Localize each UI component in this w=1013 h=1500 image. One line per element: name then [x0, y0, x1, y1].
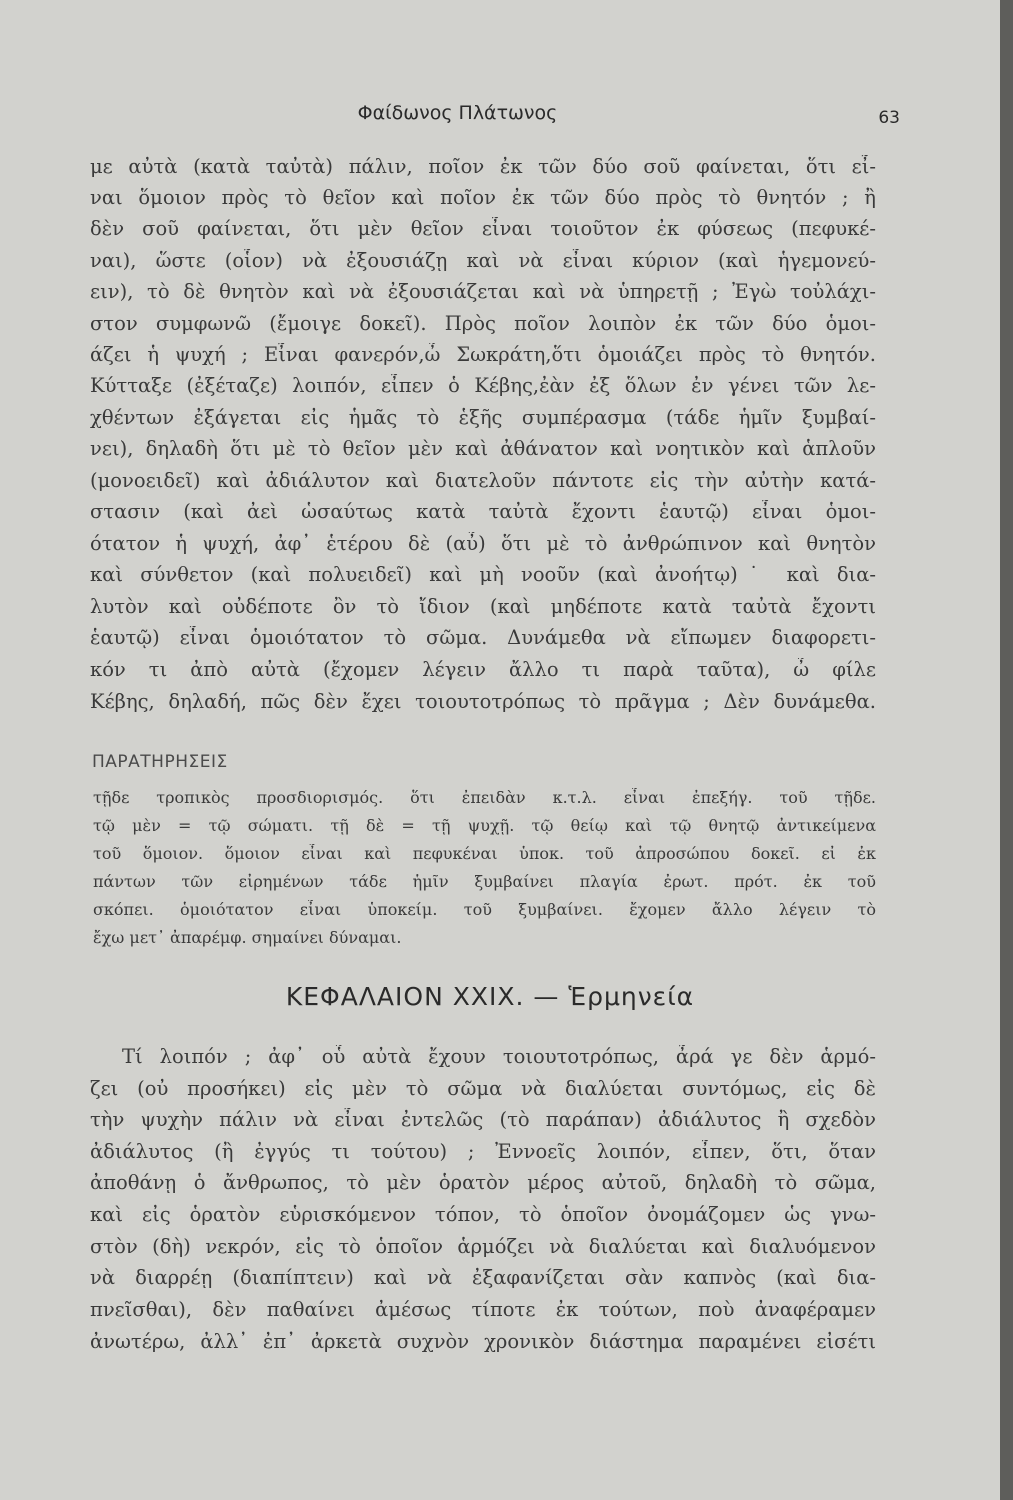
body-line: κόν τι ἀπὸ αὐτὰ (ἔχομεν λέγειν ἄλλο τι παρὰ ταῦτα), ὦ φίλε — [90, 658, 876, 681]
body-line: ἑαυτῷ) εἶναι ὁμοιότατον τὸ σῶμα. Δυνάμεθα νὰ εἴπωμεν διαφορετι- — [90, 626, 876, 649]
chapter-line: Τί λοιπόν ; ἀφ᾽ οὗ αὐτὰ ἔχουν τοιουτοτρόπως, ἆρά γε δὲν ἁρμό- — [122, 1045, 876, 1068]
body-line: στασιν (καὶ ἀεὶ ὡσαύτως κατὰ ταὐτὰ ἔχοντι ἑαυτῷ) εἶναι ὁμοι- — [90, 500, 876, 523]
body-line: λυτὸν καὶ οὐδέποτε ὂν τὸ ἴδιον (καὶ μηδέποτε κατὰ ταὐτὰ ἔχοντι — [90, 595, 876, 618]
body-line: ναι ὅμοιον πρὸς τὸ θεῖον καὶ ποῖον ἐκ τῶν δύο πρὸς τὸ θνητόν ; ἢ — [90, 186, 876, 209]
chapter-line: νὰ διαρρέῃ (διαπίπτειν) καὶ νὰ ἐξαφανίζεται σὰν καπνὸς (καὶ δια- — [90, 1266, 876, 1289]
body-line: με αὐτὰ (κατὰ ταὐτὰ) πάλιν, ποῖον ἐκ τῶν δύο σοῦ φαίνεται, ὅτι εἶ- — [90, 155, 876, 178]
note-line: τῷ μὲν = τῷ σώματι. τῇ δὲ = τῇ ψυχῇ. τῷ θείῳ καὶ τῷ θνητῷ ἀντικείμενα — [93, 816, 876, 835]
page-number: 63 — [878, 108, 900, 128]
chapter-line: καὶ εἰς ὁρατὸν εὑρισκόμενον τόπον, τὸ ὁποῖον ὀνομάζομεν ὡς γνω- — [90, 1203, 876, 1226]
chapter-line: ἀνωτέρω, ἀλλ᾽ ἐπ᾽ ἀρκετὰ συχνὸν χρονικὸν διάστημα παραμένει εἰσέτι — [90, 1330, 876, 1353]
body-line: Κύτταξε (ἐξέταζε) λοιπόν, εἶπεν ὁ Κέβης,ἐὰν ἐξ ὅλων ἐν γένει τῶν λε- — [90, 374, 876, 397]
chapter-line: ἀποθάνῃ ὁ ἄνθρωπος, τὸ μὲν ὁρατὸν μέρος αὐτοῦ, δηλαδὴ τὸ σῶμα, — [90, 1171, 876, 1194]
body-line: Κέβης, δηλαδή, πῶς δὲν ἔχει τοιουτοτρόπως τὸ πρᾶγμα ; Δὲν δυνάμεθα. — [90, 690, 876, 713]
chapter-line: ἀδιάλυτος (ἢ ἐγγύς τι τούτου) ; Ἐννοεῖς λοιπόν, εἶπεν, ὅτι, ὅταν — [90, 1140, 876, 1163]
chapter-line: τὴν ψυχὴν πάλιν νὰ εἶναι ἐντελῶς (τὸ παράπαν) ἀδιάλυτος ἢ σχεδὸν — [90, 1108, 876, 1131]
body-line: χθέντων ἐξάγεται εἰς ἡμᾶς τὸ ἑξῆς συμπέρασμα (τάδε ἡμῖν ξυμβαί- — [90, 406, 876, 429]
chapter-line: ζει (οὐ προσήκει) εἰς μὲν τὸ σῶμα νὰ διαλύεται συντόμως, εἰς δὲ — [90, 1077, 876, 1100]
running-header: Φαίδωνος Πλάτωνος — [357, 102, 558, 124]
page-edge — [1000, 0, 1013, 1500]
note-line: τῇδε τροπικὸς προσδιορισμός. ὅτι ἐπειδὰν κ.τ.λ. εἶναι ἐπεξήγ. τοῦ τῇδε. — [93, 788, 876, 807]
note-line: σκόπει. ὁμοιότατον εἶναι ὑποκείμ. τοῦ ξυμβαίνει. ἔχομεν ἄλλο λέγειν τὸ — [93, 900, 876, 919]
body-line: δὲν σοῦ φαίνεται, ὅτι μὲν θεῖον εἶναι τοιοῦτον ἐκ φύσεως (πεφυκέ- — [90, 217, 876, 240]
notes-heading: ΠΑΡΑΤΗΡΗΣΕΙΣ — [92, 752, 228, 772]
body-line: στον συμφωνῶ (ἔμοιγε δοκεῖ). Πρὸς ποῖον λοιπὸν ἐκ τῶν δύο ὁμοι- — [90, 312, 876, 335]
note-line: πάντων τῶν εἰρημένων τάδε ἡμῖν ξυμβαίνει πλαγία ἐρωτ. πρότ. ἐκ τοῦ — [93, 872, 876, 891]
note-line: τοῦ ὅμοιον. ὅμοιον εἶναι καὶ πεφυκέναι ὑποκ. τοῦ ἀπροσώπου δοκεῖ. εἰ ἐκ — [93, 844, 876, 863]
note-line: ἔχω μετ᾽ ἀπαρέμφ. σημαίνει δύναμαι. — [93, 928, 402, 947]
body-line: ναι), ὥστε (οἷον) νὰ ἐξουσιάζῃ καὶ νὰ εἶναι κύριον (καὶ ἡγεμονεύ- — [90, 249, 876, 272]
body-line: άζει ἡ ψυχή ; Εἶναι φανερόν,ὦ Σωκράτη,ὅτι ὁμοιάζει πρὸς τὸ θνητόν. — [90, 343, 876, 366]
body-line: (μονοειδεῖ) καὶ ἀδιάλυτον καὶ διατελοῦν πάντοτε εἰς τὴν αὐτὴν κατά- — [90, 469, 876, 492]
chapter-title: ΚΕΦΑΛΑΙΟΝ XXIX. — Ἑρμηνεία — [285, 982, 695, 1011]
chapter-line: στὸν (δὴ) νεκρόν, εἰς τὸ ὁποῖον ἁρμόζει νὰ διαλύεται καὶ διαλυόμενον — [90, 1235, 876, 1258]
body-line: ότατον ἡ ψυχή, ἀφ᾽ ἑτέρου δὲ (αὖ) ὅτι μὲ τὸ ἀνθρώπινον καὶ θνητὸν — [90, 532, 876, 555]
body-line: καὶ σύνθετον (καὶ πολυειδεῖ) καὶ μὴ νοοῦν (καὶ ἀνοήτῳ)˙ καὶ δια- — [90, 563, 876, 586]
body-line: νει), δηλαδὴ ὅτι μὲ τὸ θεῖον μὲν καὶ ἀθάνατον καὶ νοητικὸν καὶ ἁπλοῦν — [90, 437, 876, 460]
chapter-line: πνεῖσθαι), δὲν παθαίνει ἀμέσως τίποτε ἐκ τούτων, ποὺ ἀναφέραμεν — [90, 1298, 876, 1321]
body-line: ειν), τὸ δὲ θνητὸν καὶ νὰ ἐξουσιάζεται καὶ νὰ ὑπηρετῇ ; Ἐγὼ τοὐλάχι- — [90, 280, 876, 303]
